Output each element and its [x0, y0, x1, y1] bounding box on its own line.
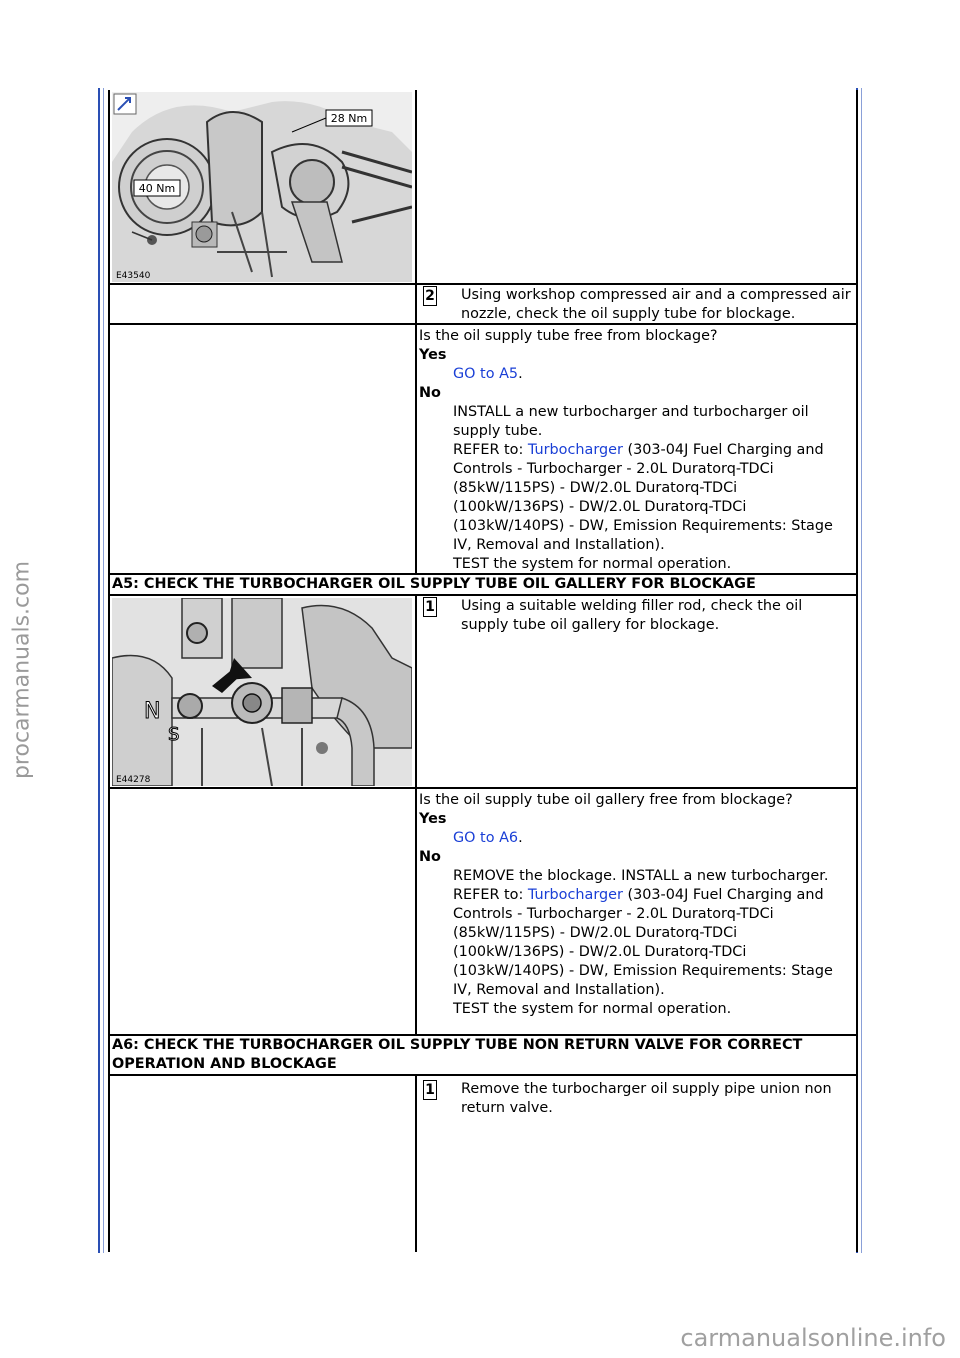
step-number: 1 — [423, 1080, 437, 1100]
figure-row-1 — [110, 90, 856, 285]
side-watermark — [4, 520, 40, 820]
bottom-watermark: carmanualsonline.info — [680, 1324, 946, 1352]
question-text: Is the oil supply tube oil gallery free from blockage? — [419, 792, 793, 808]
yes-label: Yes — [419, 811, 447, 827]
a5-question-row — [110, 789, 856, 1036]
a5-header: A5: CHECK THE TURBOCHARGER OIL SUPPLY TUBE OIL GALLERY FOR BLOCKAGE — [112, 576, 756, 592]
a6-step-1 — [417, 1076, 856, 1118]
figure-id-e44278: E44278 — [116, 775, 151, 785]
a4-step-2 — [417, 285, 856, 324]
yes-label: Yes — [419, 347, 447, 363]
figure-cell-2 — [110, 596, 417, 787]
test-line: TEST the system for normal operation. — [453, 1001, 732, 1017]
figure-cell-1 — [110, 90, 417, 283]
step-text: Using workshop compressed air and a compressed air nozzle, check the oil supply tube for blockage. — [461, 287, 851, 322]
figure-cell-1-blank — [417, 90, 856, 283]
a6-step-1-cell — [417, 1076, 856, 1252]
go-to-a6-link[interactable]: GO to A6 — [453, 830, 519, 846]
a4-step-2-cell — [417, 285, 856, 323]
torque-label-28: 28 Nm — [330, 112, 368, 125]
a5-header-row — [110, 575, 856, 596]
a5-question-cell — [417, 789, 856, 1034]
left-margin-rule — [98, 88, 100, 1253]
a5-step-1 — [417, 596, 856, 635]
no-label: No — [419, 385, 441, 401]
a4-question-row — [110, 325, 856, 575]
oil-gallery-illustration-e44278[interactable] — [112, 598, 412, 786]
label-n: N — [144, 699, 161, 724]
no-action-remove: REMOVE the blockage. INSTALL a new turbocharger. — [453, 868, 829, 884]
step-text: Remove the turbocharger oil supply pipe union non return valve. — [461, 1081, 832, 1116]
turbocharger-link[interactable]: Turbocharger — [527, 442, 623, 458]
yes-action: GO to A5. — [453, 366, 523, 382]
step-text: Using a suitable welding filler rod, check the oil supply tube oil gallery for blockage. — [461, 598, 803, 633]
a4-step-2-row — [110, 285, 856, 325]
label-s: S — [168, 724, 180, 745]
side-watermark-text: procarmanuals.com — [9, 560, 35, 780]
a6-step-1-blank — [110, 1076, 417, 1252]
procedure-table — [108, 90, 858, 1252]
test-line: TEST the system for normal operation. — [453, 556, 732, 572]
a6-header-row — [110, 1036, 856, 1076]
a5-step-1-row — [110, 596, 856, 789]
left-margin-rule-thin — [103, 88, 104, 1253]
refer-block: REFER to: Turbocharger (303-04J Fuel Charging and Controls - Turbocharger - 2.0L Duratorq-TDCi (85kW/115PS) - DW/2.0L Duratorq-TDCi (100kW/136PS) - DW/2.0L Duratorq-TDCi (103kW/140PS) - DW, Emission Requirements: Stage IV, Removal and Installation). — [453, 442, 833, 553]
a4-question-blank — [110, 325, 417, 573]
no-action-install: INSTALL a new turbocharger and turbocharger oil supply tube. — [453, 404, 809, 439]
step-number: 1 — [423, 597, 437, 617]
go-to-a5-link[interactable]: GO to A5 — [453, 366, 519, 382]
figure-id-e43540: E43540 — [116, 271, 151, 281]
turbocharger-illustration-e43540[interactable] — [112, 92, 412, 282]
a4-step-2-blank — [110, 285, 417, 323]
a6-header: A6: CHECK THE TURBOCHARGER OIL SUPPLY TUBE NON RETURN VALVE FOR CORRECT OPERATION AND BLOCKAGE — [112, 1037, 803, 1072]
step-number: 2 — [423, 286, 437, 306]
a5-step-1-cell — [417, 596, 856, 787]
a4-question-cell — [417, 325, 856, 573]
yes-action: GO to A6. — [453, 830, 523, 846]
torque-label-40: 40 Nm — [138, 182, 176, 195]
turbocharger-link[interactable]: Turbocharger — [527, 887, 623, 903]
a6-step-1-row — [110, 1076, 856, 1252]
a5-question-blank — [110, 789, 417, 1034]
question-text: Is the oil supply tube free from blockage? — [419, 328, 718, 344]
right-margin-rule-thin — [861, 88, 862, 1253]
no-label: No — [419, 849, 441, 865]
refer-block: REFER to: Turbocharger (303-04J Fuel Charging and Controls - Turbocharger - 2.0L Duratorq-TDCi (85kW/115PS) - DW/2.0L Duratorq-TDCi (100kW/136PS) - DW/2.0L Duratorq-TDCi (103kW/140PS) - DW, Emission Requirements: Stage IV, Removal and Installation). — [453, 887, 833, 998]
